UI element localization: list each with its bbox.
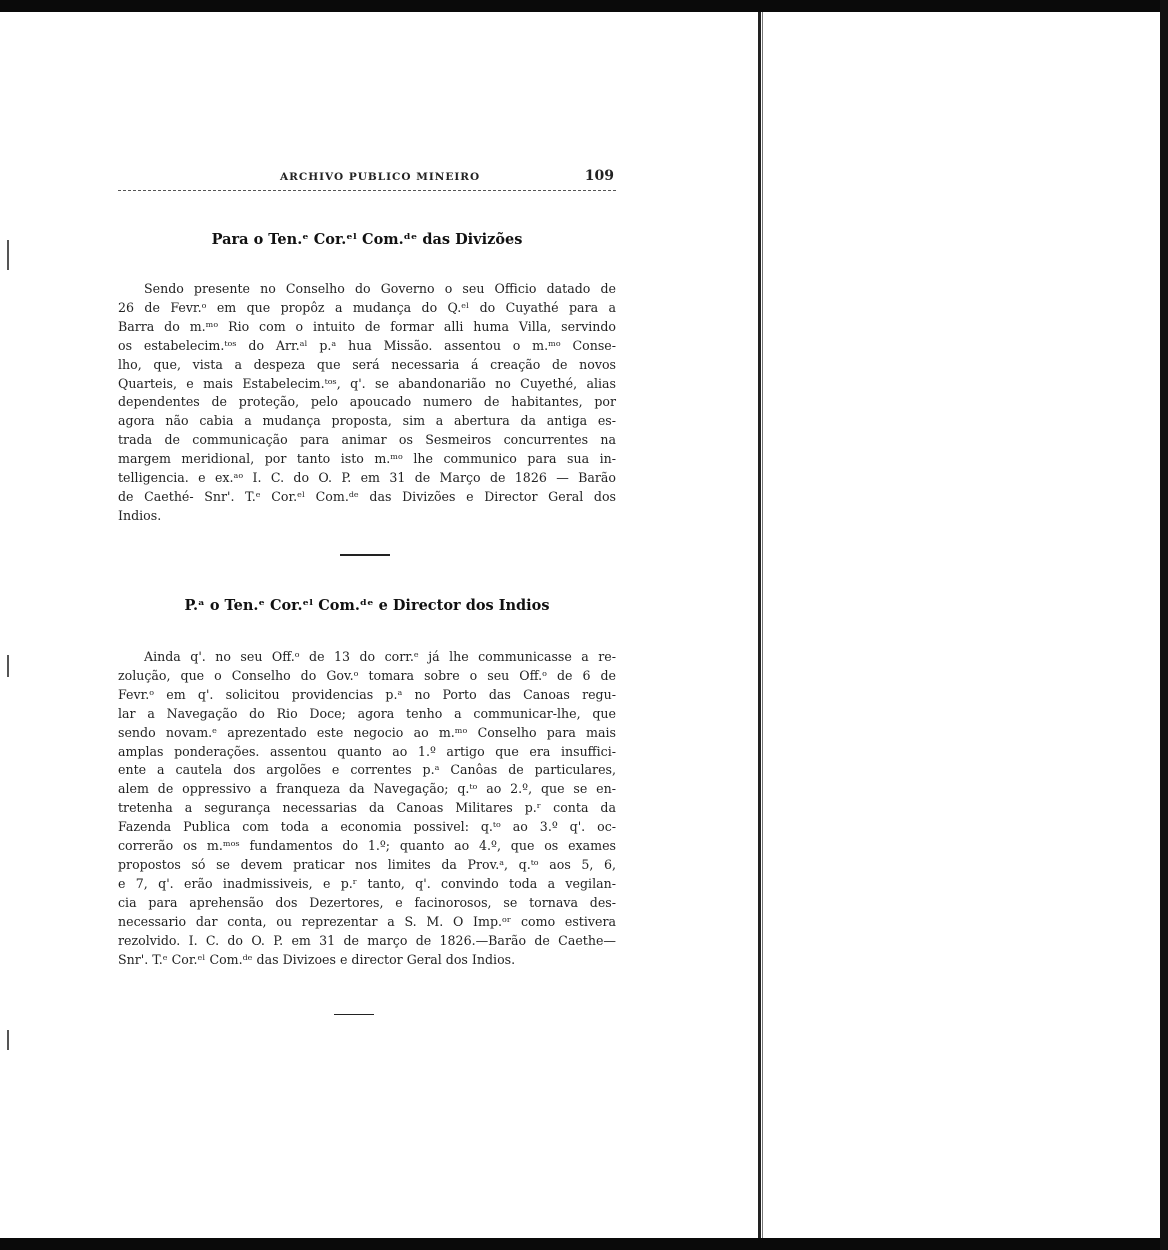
section-divider — [334, 1014, 374, 1015]
text-line: Fazenda Publica com toda a economia possivel: q.ᵗᵒ ao 3.º q'. oc- — [118, 819, 616, 835]
text-line: necessario dar conta, ou reprezentar a S. M. O Imp.ᵒʳ como estivera — [118, 913, 616, 929]
text-line: dependentes de proteção, pelo apoucado numero de habitantes, por — [118, 394, 616, 410]
text-line: Fevr.ᵒ em q'. solicitou providencias p.ᵃ no Porto das Canoas regu- — [118, 686, 616, 702]
text-line: Sendo presente no Conselho do Governo o seu Officio datado de — [144, 281, 616, 296]
scan-mark — [7, 655, 9, 677]
scan-mark — [7, 1030, 9, 1050]
text-line: correrão os m.ᵐᵒˢ fundamentos do 1.º; quanto ao 4.º, que os exames — [118, 838, 616, 854]
section-heading: P.ᵃ o Ten.ᵉ Cor.ᵉˡ Com.ᵈᵉ e Director dos Indios — [184, 597, 550, 614]
letter-body — [118, 648, 616, 969]
text-line: e 7, q'. erão inadmissiveis, e p.ʳ tanto, q'. convindo toda a vegilan- — [118, 875, 616, 891]
text-line: os estabelecim.ᵗᵒˢ do Arr.ᵃˡ p.ᵃ hua Missão. assentou o m.ᵐᵒ Conse- — [118, 337, 616, 353]
scan-top-border — [0, 0, 1168, 12]
text-line: alem de oppressivo a franqueza da Navegação; q.ᵗᵒ ao 2.º, que se en- — [118, 781, 616, 797]
text-line: de Caethé- Snr'. T.ᵉ Cor.ᵉˡ Com.ᵈᵉ das Divizões e Director Geral dos — [118, 488, 616, 504]
text-line: margem meridional, por tanto isto m.ᵐᵒ lhe communico para sua in- — [118, 451, 616, 467]
journal-title: ARCHIVO PUBLICO MINEIRO — [280, 171, 481, 183]
text-line: lho, que, vista a despeza que será necessaria á creação de novos — [118, 356, 616, 372]
section-heading: Para o Ten.ᵉ Cor.ᵉˡ Com.ᵈᵉ das Divizões — [211, 231, 523, 248]
page-gutter — [758, 12, 761, 1238]
text-line: Snr'. T.ᵉ Cor.ᵉˡ Com.ᵈᵉ das Divizoes e director Geral dos Indios. — [118, 951, 516, 967]
scan-right-border — [1160, 0, 1168, 1250]
text-line: Ainda q'. no seu Off.ᵒ de 13 do corr.ᵉ já lhe communicasse a re- — [144, 649, 616, 664]
running-header — [118, 168, 616, 191]
text-line: trada de communicação para animar os Sesmeiros concurrentes na — [118, 432, 616, 448]
text-line: ente a cautela dos argolões e correntes p.ᵃ Canôas de particulares, — [118, 762, 616, 778]
page-number: 109 — [584, 168, 614, 184]
text-line: Quarteis, e mais Estabelecim.ᵗᵒˢ, q'. se abandonarião no Cuyethé, alias — [118, 375, 616, 391]
text-line: cia para aprehensão dos Dezertores, e facinorosos, se tornava des- — [118, 894, 616, 910]
text-line: telligencia. e ex.ᵃᵒ I. C. do O. P. em 31 de Março de 1826 — Barão — [118, 470, 616, 486]
text-line: rezolvido. I. C. do O. P. em 31 de março de 1826.—Barão de Caethe— — [118, 932, 616, 948]
page-gutter-shadow — [762, 12, 763, 1238]
text-line: sendo novam.ᵉ aprezentado este negocio ao m.ᵐᵒ Conselho para mais — [118, 724, 616, 740]
text-line: tretenha a segurança necessarias da Canoas Militares p.ʳ conta da — [118, 800, 616, 816]
letter-body — [118, 280, 616, 526]
scan-mark — [7, 240, 9, 270]
section-divider — [340, 554, 390, 556]
text-line: zolução, que o Conselho do Gov.ᵒ tomara sobre o seu Off.ᵒ de 6 de — [118, 667, 616, 683]
text-line: agora não cabia a mudança proposta, sim a abertura da antiga es- — [118, 413, 616, 429]
text-line: lar a Navegação do Rio Doce; agora tenho a communicar-lhe, que — [118, 705, 616, 721]
text-line: amplas ponderações. assentou quanto ao 1.º artigo que era insuffici- — [118, 743, 616, 759]
text-line: propostos só se devem praticar nos limites da Prov.ᵃ, q.ᵗᵒ aos 5, 6, — [118, 856, 616, 872]
text-line: 26 de Fevr.ᵒ em que propôz a mudança do Q.ᵉˡ do Cuyathé para a — [118, 299, 616, 315]
text-line: Barra do m.ᵐᵒ Rio com o intuito de formar alli huma Villa, servindo — [118, 318, 616, 334]
text-line: Indios. — [118, 507, 162, 523]
scan-bottom-border — [0, 1238, 1168, 1250]
